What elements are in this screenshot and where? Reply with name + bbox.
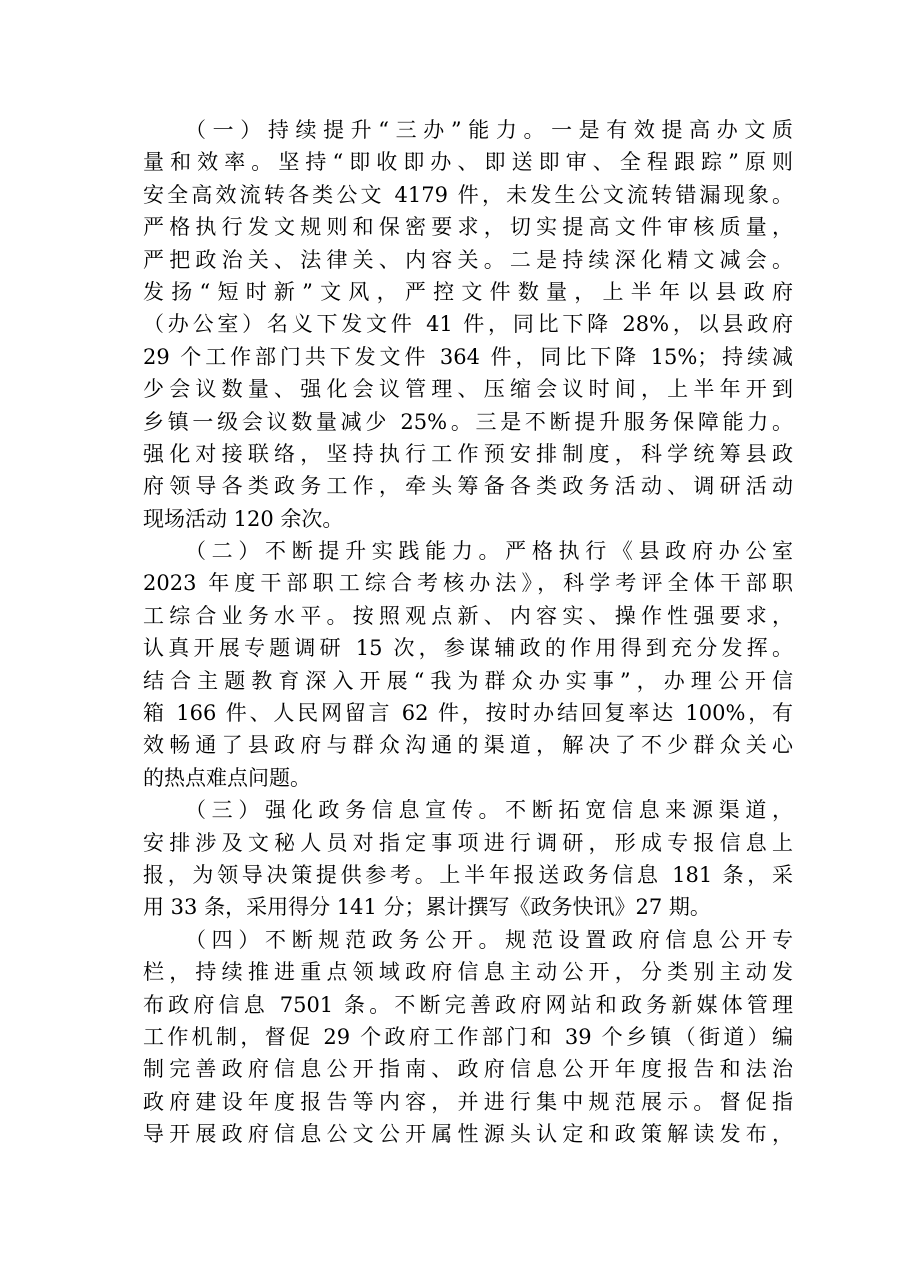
paragraph-3-line: （三）强化政务信息宣传。不断拓宽信息来源渠道， — [185, 798, 793, 823]
paragraph-4-line: 工作机制，督促 29 个政府工作部门和 39 个乡镇（街道）编 — [143, 1024, 793, 1049]
paragraph-1-line: 严把政治关、法律关、内容关。二是持续深化精文减会。 — [143, 247, 793, 272]
paragraph-1-line: （一）持续提升“三办”能力。一是有效提高办文质 — [185, 118, 793, 142]
paragraph-4-line: 导开展政府信息公文公开属性源头认定和政策解读发布， — [143, 1122, 793, 1147]
paragraph-1-line: 量和效率。坚持“即收即办、即送即审、全程跟踪”原则 — [143, 150, 793, 175]
paragraph-2-line: 箱 166 件、人民网留言 62 件，按时办结回复率达 100%，有 — [143, 701, 793, 726]
paragraph-2-line: （二）不断提升实践能力。严格执行《县政府办公室 — [185, 539, 793, 564]
paragraph-2-line: 认真开展专题调研 15 次，参谋辅政的作用得到充分发挥。 — [143, 636, 793, 661]
paragraph-3-line: 报，为领导决策提供参考。上半年报送政务信息 181 条，采 — [143, 862, 793, 887]
paragraph-3-line: 安排涉及文秘人员对指定事项进行调研，形成专报信息上 — [143, 830, 793, 855]
paragraph-1-line: 发扬“短时新”文风，严控文件数量，上半年以县政府 — [143, 279, 793, 304]
paragraph-4-line: 布政府信息 7501 条。不断完善政府网站和政务新媒体管理 — [143, 992, 793, 1017]
paragraph-1-line: （办公室）名义下发文件 41 件，同比下降 28%，以县政府 — [143, 312, 793, 337]
paragraph-2-line: 效畅通了县政府与群众沟通的渠道，解决了不少群众关心 — [143, 733, 793, 758]
paragraph-1-line: 少会议数量、强化会议管理、压缩会议时间，上半年开到 — [143, 377, 793, 402]
paragraph-4-line: （四）不断规范政务公开。规范设置政府信息公开专 — [185, 927, 793, 952]
paragraph-2-line: 结合主题教育深入开展“我为群众办实事”，办理公开信 — [143, 668, 793, 693]
paragraph-1-line: 现场活动 120 余次。 — [143, 506, 344, 531]
paragraph-4-line: 制完善政府信息公开指南、政府信息公开年度报告和法治 — [143, 1057, 793, 1082]
paragraph-4-line: 栏，持续推进重点领域政府信息主动公开，分类别主动发 — [143, 960, 793, 985]
paragraph-2-line: 的热点难点问题。 — [143, 765, 311, 790]
paragraph-1-line: 严格执行发文规则和保密要求，切实提高文件审核质量， — [143, 215, 793, 240]
paragraph-2-line: 工综合业务水平。按照观点新、内容实、操作性强要求， — [143, 603, 793, 628]
document-body — [143, 114, 793, 1151]
paragraph-4-line: 政府建设年度报告等内容，并进行集中规范展示。督促指 — [143, 1089, 793, 1114]
paragraph-1-line: 强化对接联络，坚持执行工作预安排制度，科学统筹县政 — [143, 441, 793, 466]
paragraph-1-line: 29 个工作部门共下发文件 364 件，同比下降 15%；持续减 — [143, 344, 793, 369]
paragraph-1-line: 乡镇一级会议数量减少 25%。三是不断提升服务保障能力。 — [143, 409, 793, 434]
paragraph-3-line: 用 33 条，采用得分 141 分；累计撰写《政务快讯》27 期。 — [143, 895, 711, 920]
paragraph-1-line: 安全高效流转各类公文 4179 件，未发生公文流转错漏现象。 — [143, 182, 793, 207]
paragraph-2-line: 2023 年度干部职工综合考核办法》，科学考评全体干部职 — [143, 571, 793, 596]
paragraph-1-line: 府领导各类政务工作，牵头筹备各类政务活动、调研活动 — [143, 474, 793, 499]
